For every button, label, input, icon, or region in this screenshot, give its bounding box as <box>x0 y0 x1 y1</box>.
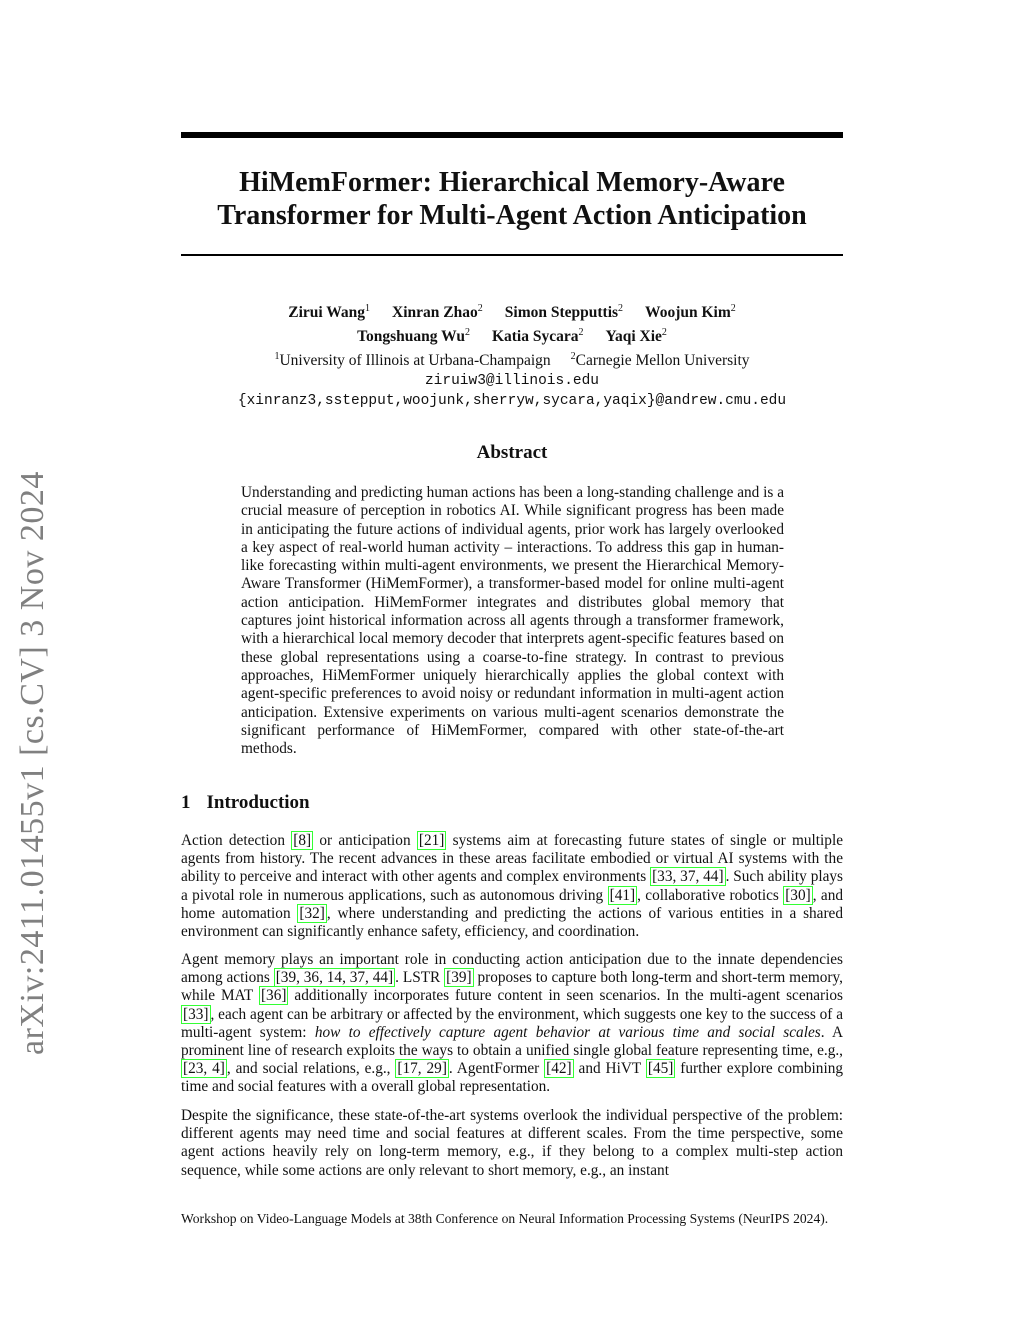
section-number: 1 <box>181 792 191 813</box>
author-row-2 <box>181 323 843 347</box>
author-name: Zirui Wang$^1$ <box>288 303 371 322</box>
emphasis-text: how to effectively capture agent behavior at various time and social scales <box>314 1023 821 1041</box>
body-text: systems aim at forecasting future states of single or multiple agents from history. The recent advances in these areas facilitate embodied or virtual AI systems with the ability to perceive and interact with other agents and complex environments <box>181 832 843 886</box>
author-name: Woojun Kim$^2$ <box>645 303 736 322</box>
paper-title: HiMemFormer: Hierarchical Memory-Aware Transformer for Multi-Agent Action Anticipation <box>217 167 807 231</box>
citation-link[interactable]: [45] <box>647 1060 674 1078</box>
author-name: Katia Sycara$^2$ <box>491 327 584 346</box>
intro-paragraph-2 <box>181 951 843 1097</box>
abstract-heading: Abstract <box>476 442 548 463</box>
citation-link[interactable]: [8] <box>293 832 312 849</box>
author-name: Simon Stepputtis$^2$ <box>504 303 624 322</box>
affiliation-name: University of Illinois at Urbana-Champaign <box>279 352 551 370</box>
body-text: . LSTR <box>395 969 445 987</box>
author-affiliation-mark: 2 <box>618 303 624 314</box>
author-affiliation-mark: 2 <box>730 303 736 314</box>
body-text: , and home automation <box>181 886 843 922</box>
body-text: or anticipation <box>313 832 417 849</box>
author-block <box>181 299 843 411</box>
citation-link[interactable]: [36] <box>260 987 287 1005</box>
citation-link[interactable]: [33] <box>183 1005 209 1023</box>
author-row-1 <box>181 299 843 323</box>
body-text: , collaborative robotics <box>637 886 784 904</box>
affiliations <box>181 347 843 371</box>
title-top-rule <box>181 132 843 138</box>
venue-footnote: Workshop on Video-Language Models at 38th Conference on Neural Information Processing Systems (NeurIPS 2024). <box>181 1211 829 1226</box>
abstract-text: Understanding and predicting human actions has been a long-standing challenge and is a crucial measure of perception in robotics AI. While significant progress has been made in anticipating the future actions of individual agents, prior work has largely overlooked a key aspect of real-world human activity – interactions. To address this gap in human-like forecasting within multi-agent environments, we present the Hierarchical Memory-Aware Transformer (HiMemFormer), a transformer-based model for online multi-agent action anticipation. HiMemFormer integrates and distributes global memory that captures joint historical information across all agents through a transformer framework, with a hierarchical local memory decoder that interprets agent-specific features based on these global representations using a coarse-to-fine strategy. In contrast to previous approaches, HiMemFormer uniquely hierarchically applies the global context with agent-specific preferences to avoid noisy or redundant information in multi-agent action anticipation. Extensive experiments on various multi-agent scenarios demonstrate the significant performance of HiMemFormer, compared with other state-of-the-art methods. <box>241 484 784 758</box>
body-text: and HiVT <box>573 1060 646 1078</box>
body-text: Action detection <box>181 832 292 849</box>
title-bottom-rule <box>181 254 843 256</box>
body-text: . AgentFormer <box>448 1060 545 1078</box>
author-affiliation-mark: 2 <box>661 327 667 339</box>
citation-link[interactable]: [32] <box>299 904 325 922</box>
author-affiliation-mark: 2 <box>464 327 470 339</box>
citation-link[interactable]: [17, 29] <box>397 1060 447 1078</box>
author-affiliation-mark: 1 <box>365 303 371 314</box>
intro-paragraph-1 <box>181 832 843 941</box>
citation-link[interactable]: [39] <box>446 969 472 987</box>
email-cmu: {xinranz3,sstepput,woojunk,sherryw,sycara,yaqix}@andrew.cmu.edu <box>237 393 787 410</box>
affiliation-number: 1 <box>274 351 280 363</box>
affiliation-item <box>274 352 550 369</box>
author-name: Xinran Zhao$^2$ <box>392 303 483 322</box>
citation-link[interactable]: [30] <box>785 886 811 904</box>
author-name: Tongshuang Wu$^2$ <box>357 327 470 346</box>
body-text: , and social relations, e.g., <box>226 1060 396 1078</box>
section-heading <box>181 792 310 814</box>
body-text: , each agent can be arbitrary or affected by the environment, which suggests one key to the success of a multi-agent system: <box>181 1005 843 1041</box>
citation-link[interactable]: [33, 37, 44] <box>652 868 724 886</box>
body-text: . A prominent line of research exploits the ways to obtain a unified single global feature representing time, e.g., <box>181 1023 844 1060</box>
body-text: proposes to capture both long-term and short-term memory, while MAT <box>181 969 843 1005</box>
body-text: Despite the significance, these state-of-the-art systems overlook the individual perspective of the problem: different agents may need time and social features at different scales. From the time perspective, some agent actions heavily rely on long-term memory, e.g., if they belong to a complex multi-step action sequence, while some actions are only relevant to short memory, e.g., an instant <box>181 1107 843 1179</box>
arxiv-identifier: arXiv:2411.01455v1 [cs.CV] 3 Nov 2024 <box>14 471 51 1055</box>
affiliation-name: Carnegie Mellon University <box>575 352 750 370</box>
intro-paragraph-3 <box>181 1107 843 1180</box>
body-text: . Such ability plays a pivotal role in numerous applications, such as autonomous driving <box>181 868 843 904</box>
body-text: , where understanding and predicting the actions of various entities in a shared environment can significantly enhance safety, efficiency, and coordination. <box>181 904 843 941</box>
affiliation-item <box>571 352 750 369</box>
author-name: Yaqi Xie$^2$ <box>605 327 667 346</box>
body-text: Agent memory plays an important role in conducting action anticipation due to the innate dependencies among actions <box>181 951 843 987</box>
citation-link[interactable]: [41] <box>609 886 636 904</box>
author-affiliation-mark: 2 <box>477 303 483 314</box>
email-primary: ziruiw3@illinois.edu <box>424 373 600 390</box>
citation-link[interactable]: [23, 4] <box>183 1060 225 1078</box>
body-text: additionally incorporates future content in seen scenarios. In the multi-agent scenarios <box>288 987 843 1005</box>
affiliation-number: 2 <box>570 351 576 363</box>
citation-link[interactable]: [42] <box>546 1060 572 1078</box>
body-text: further explore combining time and social features with a overall global representation. <box>181 1060 843 1096</box>
citation-link[interactable]: [39, 36, 14, 37, 44] <box>275 969 394 987</box>
section-title: Introduction <box>206 792 310 813</box>
citation-link[interactable]: [21] <box>418 832 445 849</box>
author-affiliation-mark: 2 <box>578 327 584 339</box>
